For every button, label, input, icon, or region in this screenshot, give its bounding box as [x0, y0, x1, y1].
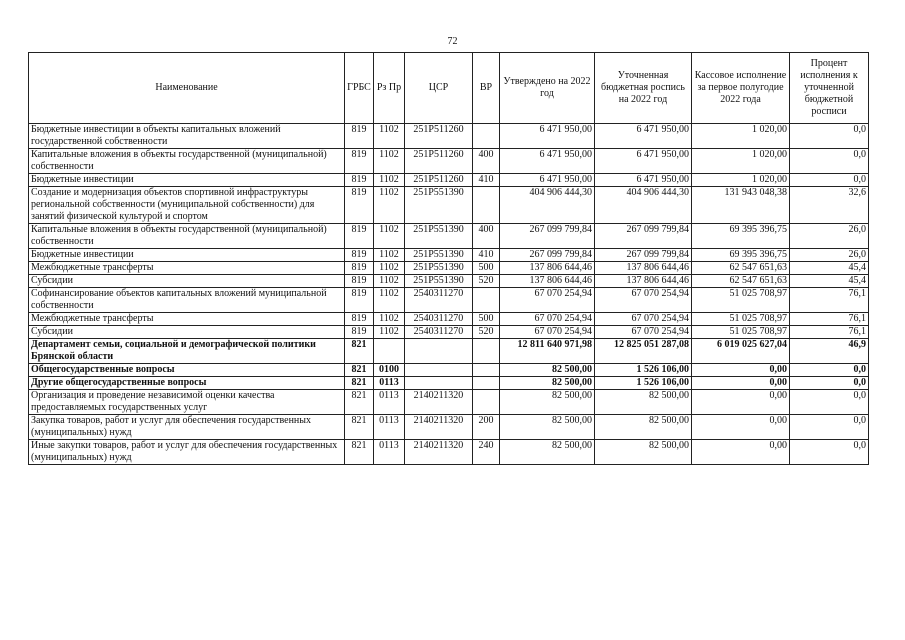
header-name: Наименование — [29, 53, 345, 124]
cell-cash: 62 547 651,63 — [692, 262, 790, 275]
cell-name: Иные закупки товаров, работ и услуг для обеспечения государственных (муниципальных) нужд — [29, 440, 345, 465]
cell-refined: 12 825 051 287,08 — [595, 339, 692, 364]
cell-approved: 82 500,00 — [500, 390, 595, 415]
cell-refined: 1 526 106,00 — [595, 364, 692, 377]
cell-name: Создание и модернизация объектов спортивной инфраструктуры региональной собственности (муниципальной собственности) для занятий физической культурой и спортом — [29, 187, 345, 224]
cell-csr: 251P511260 — [405, 124, 473, 149]
cell-grbs: 821 — [345, 364, 374, 377]
cell-percent: 0,0 — [790, 174, 869, 187]
cell-vr — [473, 390, 500, 415]
cell-vr — [473, 187, 500, 224]
cell-rzpr: 1102 — [374, 124, 405, 149]
cell-vr: 240 — [473, 440, 500, 465]
cell-cash: 1 020,00 — [692, 174, 790, 187]
cell-rzpr: 1102 — [374, 262, 405, 275]
cell-cash: 51 025 708,97 — [692, 326, 790, 339]
cell-csr: 251P551390 — [405, 275, 473, 288]
header-grbs: ГРБС — [345, 53, 374, 124]
table-row — [29, 313, 869, 326]
cell-csr: 2540311270 — [405, 313, 473, 326]
cell-percent: 0,0 — [790, 390, 869, 415]
cell-vr: 500 — [473, 262, 500, 275]
cell-csr: 251P551390 — [405, 224, 473, 249]
cell-grbs: 821 — [345, 339, 374, 364]
cell-rzpr: 1102 — [374, 224, 405, 249]
cell-refined: 82 500,00 — [595, 415, 692, 440]
cell-rzpr: 0113 — [374, 377, 405, 390]
cell-rzpr: 1102 — [374, 249, 405, 262]
cell-vr: 400 — [473, 149, 500, 174]
cell-vr — [473, 124, 500, 149]
cell-vr: 520 — [473, 275, 500, 288]
table-row — [29, 187, 869, 224]
cell-approved: 67 070 254,94 — [500, 288, 595, 313]
cell-grbs: 819 — [345, 224, 374, 249]
cell-approved: 137 806 644,46 — [500, 262, 595, 275]
cell-percent: 26,0 — [790, 249, 869, 262]
cell-name: Бюджетные инвестиции в объекты капитальных вложений государственной собственности — [29, 124, 345, 149]
cell-refined: 267 099 799,84 — [595, 249, 692, 262]
cell-percent: 76,1 — [790, 288, 869, 313]
cell-csr: 2140211320 — [405, 415, 473, 440]
cell-approved: 404 906 444,30 — [500, 187, 595, 224]
cell-csr: 251P551390 — [405, 187, 473, 224]
table-body — [29, 124, 869, 465]
cell-refined: 67 070 254,94 — [595, 326, 692, 339]
cell-grbs: 819 — [345, 288, 374, 313]
table-row — [29, 288, 869, 313]
cell-grbs: 819 — [345, 174, 374, 187]
cell-percent: 76,1 — [790, 326, 869, 339]
cell-grbs: 819 — [345, 326, 374, 339]
header-refined: Уточненная бюджетная роспись на 2022 год — [595, 53, 692, 124]
header-approved: Утверждено на 2022 год — [500, 53, 595, 124]
cell-percent: 45,4 — [790, 275, 869, 288]
cell-csr — [405, 364, 473, 377]
cell-approved: 12 811 640 971,98 — [500, 339, 595, 364]
cell-rzpr: 1102 — [374, 275, 405, 288]
cell-csr: 2140211320 — [405, 390, 473, 415]
cell-name: Капитальные вложения в объекты государственной (муниципальной) собственности — [29, 224, 345, 249]
cell-approved: 137 806 644,46 — [500, 275, 595, 288]
cell-grbs: 819 — [345, 313, 374, 326]
cell-cash: 131 943 048,38 — [692, 187, 790, 224]
cell-cash: 0,00 — [692, 364, 790, 377]
cell-name: Бюджетные инвестиции — [29, 249, 345, 262]
cell-grbs: 819 — [345, 275, 374, 288]
cell-percent: 0,0 — [790, 149, 869, 174]
cell-rzpr: 0113 — [374, 440, 405, 465]
table-row — [29, 364, 869, 377]
cell-vr: 500 — [473, 313, 500, 326]
cell-csr: 2140211320 — [405, 440, 473, 465]
cell-approved: 82 500,00 — [500, 440, 595, 465]
cell-refined: 67 070 254,94 — [595, 288, 692, 313]
table-row — [29, 326, 869, 339]
table-row — [29, 339, 869, 364]
cell-vr: 520 — [473, 326, 500, 339]
table-row — [29, 390, 869, 415]
cell-percent: 46,9 — [790, 339, 869, 364]
page-number: 72 — [447, 36, 458, 47]
cell-rzpr: 1102 — [374, 288, 405, 313]
cell-percent: 0,0 — [790, 440, 869, 465]
table-header-row — [29, 53, 869, 124]
cell-vr — [473, 377, 500, 390]
cell-name: Субсидии — [29, 326, 345, 339]
cell-grbs: 821 — [345, 390, 374, 415]
cell-rzpr: 0113 — [374, 390, 405, 415]
cell-name: Закупка товаров, работ и услуг для обеспечения государственных (муниципальных) нужд — [29, 415, 345, 440]
table-row — [29, 377, 869, 390]
cell-vr: 200 — [473, 415, 500, 440]
cell-grbs: 819 — [345, 187, 374, 224]
cell-name: Межбюджетные трансферты — [29, 313, 345, 326]
header-vr: ВР — [473, 53, 500, 124]
cell-refined: 82 500,00 — [595, 440, 692, 465]
cell-rzpr: 1102 — [374, 313, 405, 326]
cell-cash: 51 025 708,97 — [692, 288, 790, 313]
cell-name: Другие общегосударственные вопросы — [29, 377, 345, 390]
cell-rzpr — [374, 339, 405, 364]
cell-percent: 26,0 — [790, 224, 869, 249]
cell-cash: 1 020,00 — [692, 149, 790, 174]
cell-refined: 1 526 106,00 — [595, 377, 692, 390]
cell-percent: 0,0 — [790, 364, 869, 377]
cell-approved: 82 500,00 — [500, 364, 595, 377]
cell-percent: 45,4 — [790, 262, 869, 275]
cell-vr: 400 — [473, 224, 500, 249]
cell-csr: 2540311270 — [405, 326, 473, 339]
cell-cash: 51 025 708,97 — [692, 313, 790, 326]
cell-rzpr: 0100 — [374, 364, 405, 377]
cell-cash: 1 020,00 — [692, 124, 790, 149]
cell-refined: 404 906 444,30 — [595, 187, 692, 224]
cell-percent: 32,6 — [790, 187, 869, 224]
cell-grbs: 819 — [345, 149, 374, 174]
table-row — [29, 262, 869, 275]
budget-table — [28, 52, 869, 465]
cell-grbs: 819 — [345, 249, 374, 262]
cell-refined: 267 099 799,84 — [595, 224, 692, 249]
cell-name: Общегосударственные вопросы — [29, 364, 345, 377]
cell-refined: 6 471 950,00 — [595, 149, 692, 174]
cell-rzpr: 0113 — [374, 415, 405, 440]
header-cash: Кассовое исполнение за первое полугодие 2022 года — [692, 53, 790, 124]
cell-csr — [405, 339, 473, 364]
table-row — [29, 249, 869, 262]
header-rzpr: Рз Пр — [374, 53, 405, 124]
cell-vr: 410 — [473, 249, 500, 262]
cell-name: Департамент семьи, социальной и демографической политики Брянской области — [29, 339, 345, 364]
table-row — [29, 440, 869, 465]
cell-name: Софинансирование объектов капитальных вложений муниципальной собственности — [29, 288, 345, 313]
cell-vr — [473, 339, 500, 364]
cell-grbs: 821 — [345, 440, 374, 465]
cell-refined: 6 471 950,00 — [595, 124, 692, 149]
cell-percent: 76,1 — [790, 313, 869, 326]
cell-cash: 62 547 651,63 — [692, 275, 790, 288]
cell-cash: 0,00 — [692, 390, 790, 415]
cell-name: Капитальные вложения в объекты государственной (муниципальной) собственности — [29, 149, 345, 174]
cell-grbs: 821 — [345, 377, 374, 390]
cell-vr — [473, 288, 500, 313]
cell-grbs: 819 — [345, 262, 374, 275]
cell-approved: 82 500,00 — [500, 377, 595, 390]
cell-approved: 67 070 254,94 — [500, 326, 595, 339]
cell-grbs: 821 — [345, 415, 374, 440]
cell-vr: 410 — [473, 174, 500, 187]
cell-refined: 137 806 644,46 — [595, 275, 692, 288]
cell-csr: 2540311270 — [405, 288, 473, 313]
cell-refined: 137 806 644,46 — [595, 262, 692, 275]
cell-approved: 6 471 950,00 — [500, 174, 595, 187]
cell-cash: 0,00 — [692, 440, 790, 465]
cell-name: Межбюджетные трансферты — [29, 262, 345, 275]
cell-cash: 69 395 396,75 — [692, 224, 790, 249]
cell-percent: 0,0 — [790, 124, 869, 149]
header-percent: Процент исполнения к уточненной бюджетной росписи — [790, 53, 869, 124]
cell-name: Организация и проведение независимой оценки качества предоставляемых государственных услуг — [29, 390, 345, 415]
cell-grbs: 819 — [345, 124, 374, 149]
table-row — [29, 174, 869, 187]
table-row — [29, 149, 869, 174]
cell-csr — [405, 377, 473, 390]
cell-percent: 0,0 — [790, 377, 869, 390]
cell-name: Субсидии — [29, 275, 345, 288]
cell-refined: 82 500,00 — [595, 390, 692, 415]
cell-cash: 69 395 396,75 — [692, 249, 790, 262]
cell-vr — [473, 364, 500, 377]
cell-rzpr: 1102 — [374, 149, 405, 174]
cell-approved: 6 471 950,00 — [500, 149, 595, 174]
cell-approved: 6 471 950,00 — [500, 124, 595, 149]
cell-cash: 0,00 — [692, 415, 790, 440]
cell-percent: 0,0 — [790, 415, 869, 440]
cell-rzpr: 1102 — [374, 187, 405, 224]
cell-approved: 67 070 254,94 — [500, 313, 595, 326]
cell-csr: 251P511260 — [405, 174, 473, 187]
cell-rzpr: 1102 — [374, 174, 405, 187]
cell-approved: 267 099 799,84 — [500, 224, 595, 249]
cell-csr: 251P551390 — [405, 249, 473, 262]
table-row — [29, 415, 869, 440]
cell-rzpr: 1102 — [374, 326, 405, 339]
cell-name: Бюджетные инвестиции — [29, 174, 345, 187]
cell-cash: 0,00 — [692, 377, 790, 390]
cell-refined: 67 070 254,94 — [595, 313, 692, 326]
table-row — [29, 124, 869, 149]
cell-cash: 6 019 025 627,04 — [692, 339, 790, 364]
cell-csr: 251P511260 — [405, 149, 473, 174]
cell-approved: 267 099 799,84 — [500, 249, 595, 262]
header-csr: ЦСР — [405, 53, 473, 124]
cell-refined: 6 471 950,00 — [595, 174, 692, 187]
cell-csr: 251P551390 — [405, 262, 473, 275]
table-row — [29, 275, 869, 288]
cell-approved: 82 500,00 — [500, 415, 595, 440]
table-row — [29, 224, 869, 249]
